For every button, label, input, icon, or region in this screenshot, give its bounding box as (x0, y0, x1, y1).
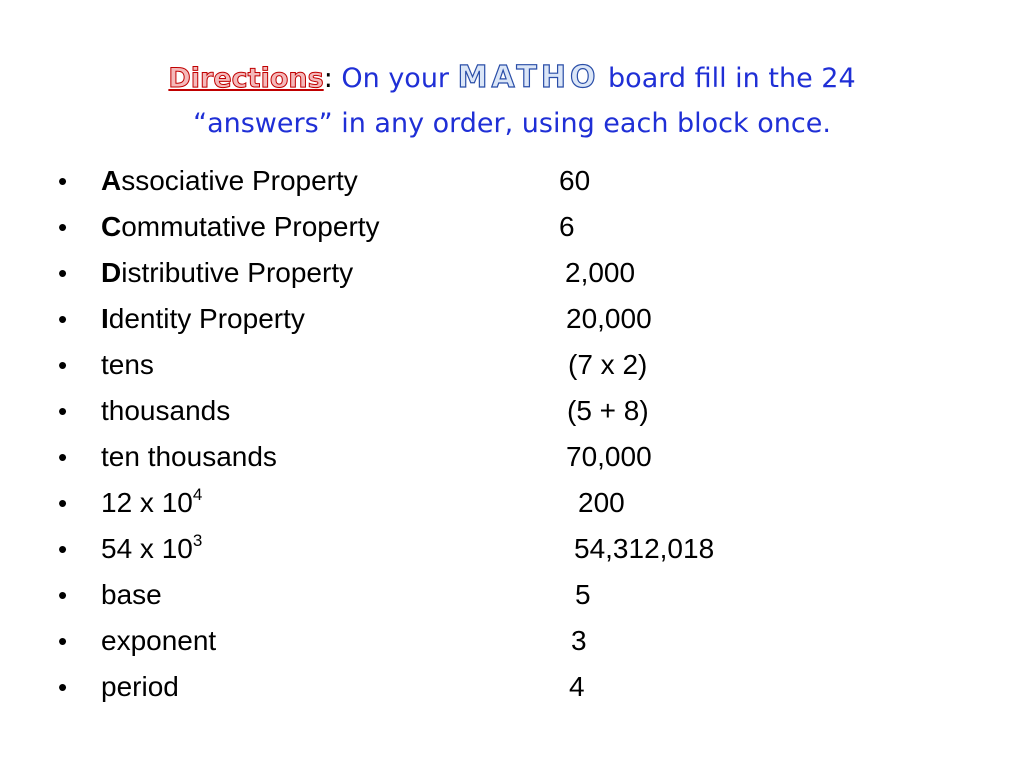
answer-value: 200 (578, 487, 625, 518)
term: period (101, 671, 179, 702)
term (101, 480, 202, 526)
term: tens (101, 349, 154, 380)
title-text-after-matho: board fill in the 24 (599, 63, 856, 94)
list-item (0, 204, 1024, 250)
term: exponent (101, 625, 217, 656)
term-rest: ssociative Property (121, 165, 358, 196)
list-item (0, 480, 1024, 526)
bullet-icon: • (58, 304, 68, 334)
list-item (0, 388, 1024, 434)
term-rest: ommutative Property (121, 211, 380, 242)
title-text-before-matho: On your (332, 63, 458, 94)
term: base (101, 579, 162, 610)
term-rest: istributive Property (121, 257, 354, 288)
term: thousands (101, 395, 231, 426)
term (101, 158, 358, 204)
title-line-1 (60, 55, 964, 101)
answer-value: (7 x 2) (568, 349, 648, 380)
term: ten thousands (101, 441, 277, 472)
term-exponent: 3 (192, 530, 203, 550)
term (101, 296, 305, 342)
answer-value: 54,312,018 (574, 533, 715, 564)
directions-colon: : (323, 63, 333, 94)
list-item (0, 434, 1024, 480)
matho-wordmark: MATHO (457, 60, 600, 95)
answer-value: 3 (571, 625, 587, 656)
bullet-icon: • (58, 626, 68, 656)
answer-value: 70,000 (566, 441, 652, 472)
answer-value: 60 (559, 165, 591, 196)
bullet-icon: • (58, 580, 68, 610)
list-item (0, 296, 1024, 342)
answer-value: 5 (575, 579, 591, 610)
term-rest: dentity Property (108, 303, 305, 334)
list-item (0, 250, 1024, 296)
bullet-icon: • (58, 488, 68, 518)
answer-value: 2,000 (565, 257, 636, 288)
term-initial: I (101, 303, 109, 334)
list-item (0, 664, 1024, 710)
answer-value: 20,000 (566, 303, 652, 334)
bullet-icon: • (58, 442, 68, 472)
list-item (0, 342, 1024, 388)
directions-label: Directions (168, 63, 324, 94)
term-initial: D (101, 257, 122, 288)
term (101, 526, 202, 572)
term-base: 12 x 10 (101, 487, 193, 518)
answer-value: 4 (569, 671, 585, 702)
term-initial: A (101, 165, 122, 196)
answer-list (0, 158, 1024, 710)
bullet-icon: • (58, 166, 68, 196)
list-item (0, 526, 1024, 572)
title-line-2: “answers” in any order, using each block once. (193, 108, 831, 139)
list-item (0, 158, 1024, 204)
bullet-icon: • (58, 396, 68, 426)
term-exponent: 4 (192, 484, 203, 504)
answer-value: (5 + 8) (567, 395, 649, 426)
bullet-icon: • (58, 534, 68, 564)
bullet-icon: • (58, 350, 68, 380)
bullet-icon: • (58, 258, 68, 288)
answer-value: 6 (559, 211, 575, 242)
term-initial: C (101, 211, 122, 242)
bullet-icon: • (58, 672, 68, 702)
term (101, 250, 353, 296)
list-item (0, 618, 1024, 664)
slide-title (60, 55, 964, 146)
bullet-icon: • (58, 212, 68, 242)
list-item (0, 572, 1024, 618)
term-base: 54 x 10 (101, 533, 193, 564)
term (101, 204, 380, 250)
